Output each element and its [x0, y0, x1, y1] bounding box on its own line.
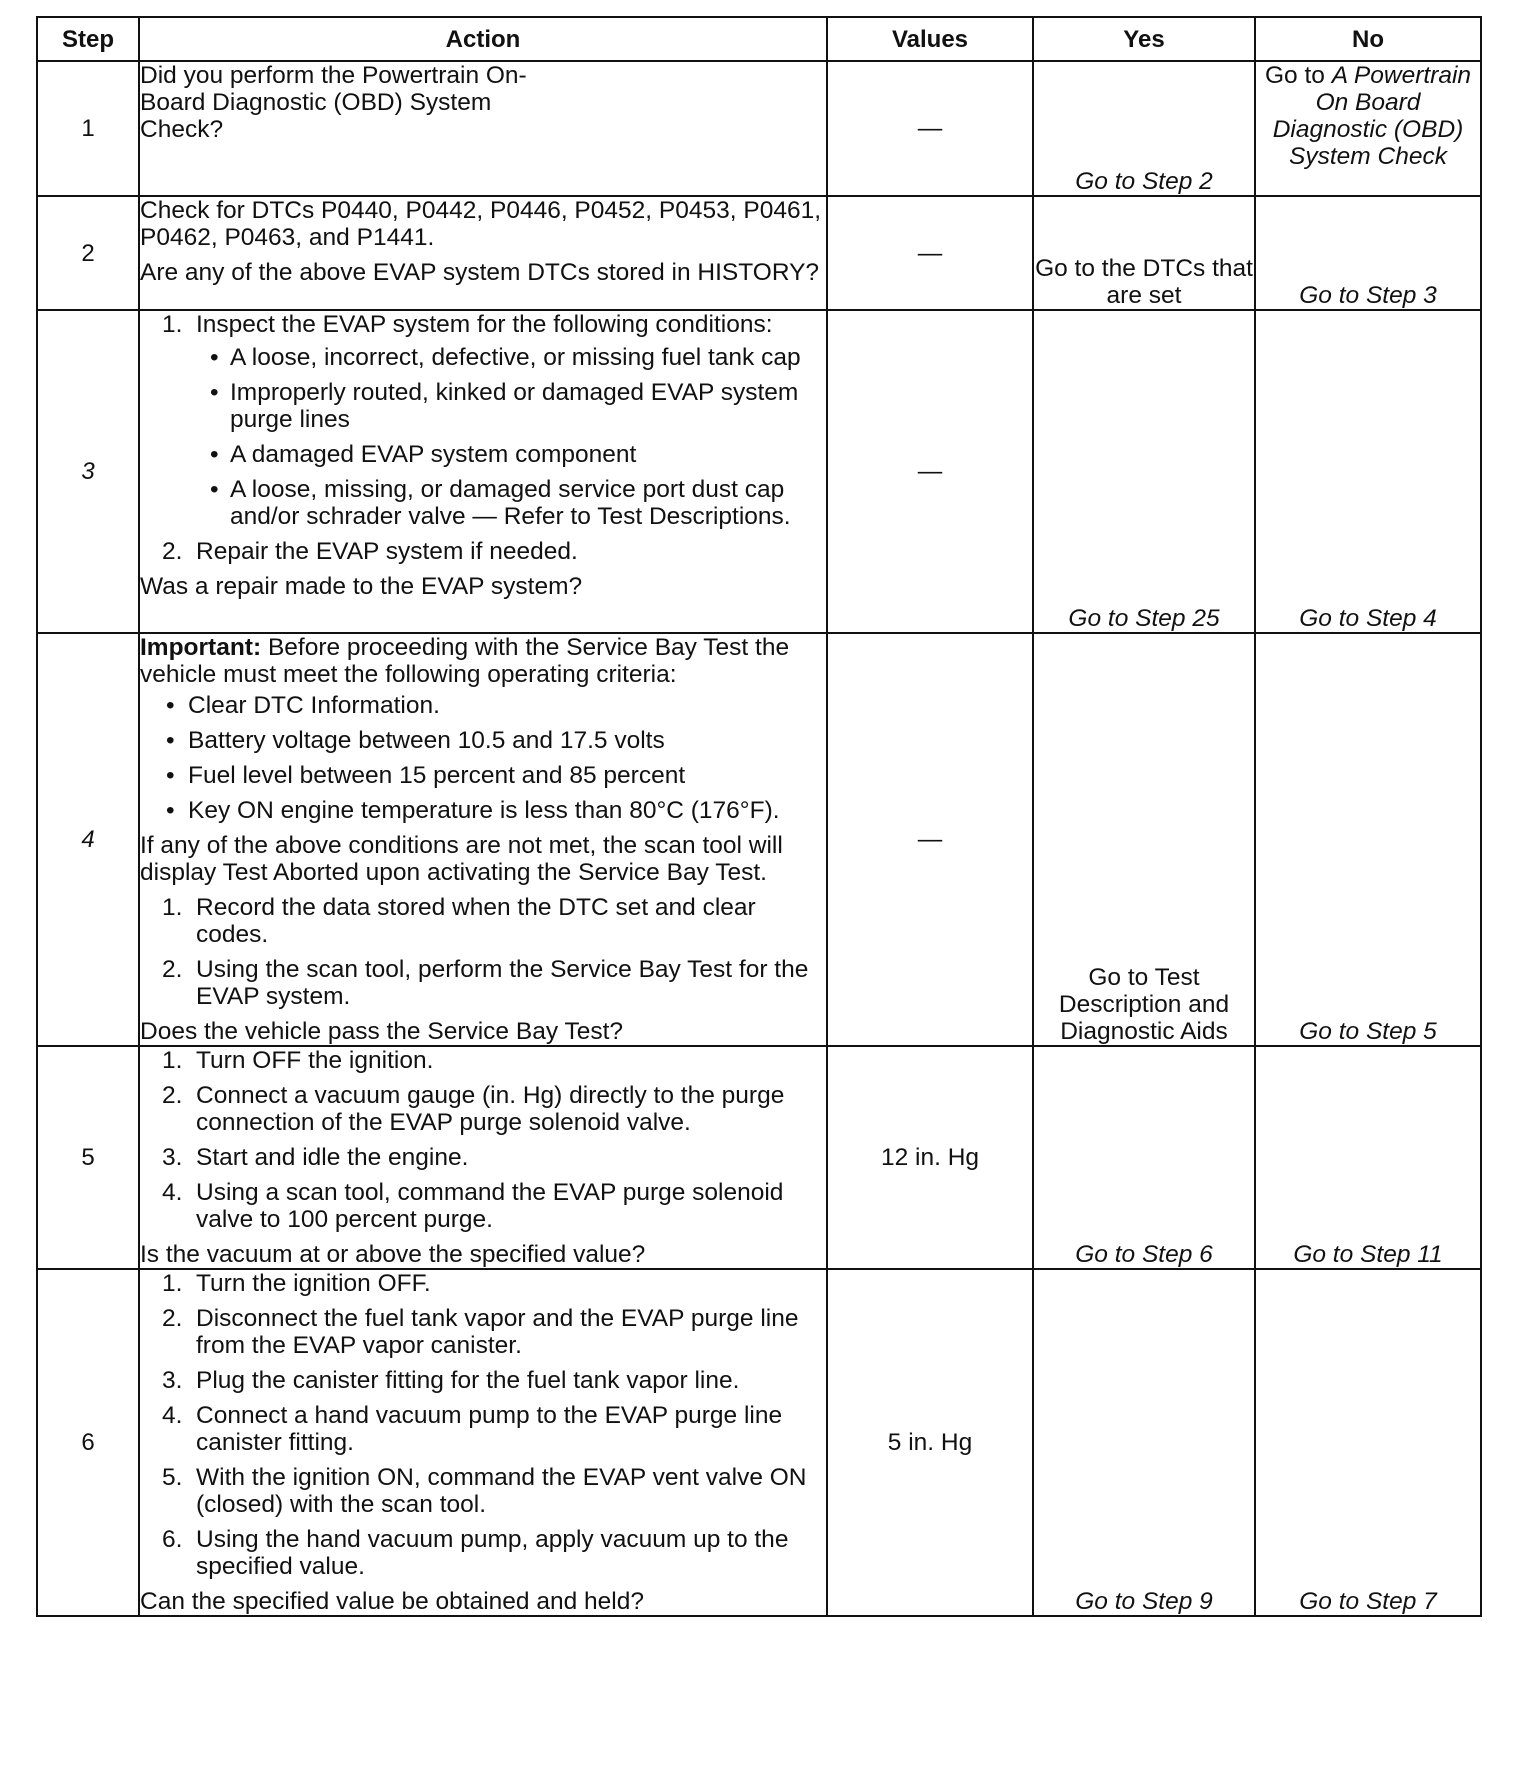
action-steps [140, 311, 826, 565]
header-yes: Yes [1033, 17, 1255, 61]
action-question: Can the specified value be obtained and held? [140, 1588, 644, 1615]
list-item: 4. Using a scan tool, command the EVAP purge solenoid valve to 100 percent purge. [162, 1179, 784, 1233]
values-cell: 12 in. Hg [827, 1046, 1033, 1269]
list-item: 3. Plug the canister fitting for the fuel tank vapor line. [162, 1367, 740, 1394]
list-item: • A damaged EVAP system component [196, 441, 826, 468]
list-item: • Improperly routed, kinked or damaged EVAP system purge lines [196, 379, 826, 433]
table-row [37, 633, 1481, 1046]
action-steps [140, 1270, 826, 1580]
action-cell [139, 1269, 827, 1616]
no-cell [1255, 61, 1481, 196]
list-item: 6. Using the hand vacuum pump, apply vacuum up to the specified value. [162, 1526, 789, 1580]
step-number: 3 [37, 310, 139, 633]
action-cell [139, 310, 827, 633]
list-item: 1. Record the data stored when the DTC set and clear codes. [162, 894, 756, 948]
values-cell: — [827, 310, 1033, 633]
yes-cell: Go to Step 2 [1033, 61, 1255, 196]
action-cell [139, 633, 827, 1046]
table-row [37, 1046, 1481, 1269]
list-item: 1. Inspect the EVAP system for the following conditions: • A loose, incorrect, defective, or missing fuel tank cap • Improperly routed, kinked or damaged EVAP system purge lines • A damaged EVAP system component • A loose, missing, or damaged service port dust cap and/or schrader valve — Refer to Test Descriptions. [140, 311, 826, 530]
values-cell: — [827, 633, 1033, 1046]
diagnostic-table [36, 16, 1482, 1617]
table-row [37, 196, 1481, 310]
action-question: Was a repair made to the EVAP system? [140, 573, 583, 600]
yes-cell: Go to Step 25 [1033, 310, 1255, 633]
yes-cell: Go to Step 6 [1033, 1046, 1255, 1269]
table-row [37, 61, 1481, 196]
list-item: 2. Disconnect the fuel tank vapor and the EVAP purge line from the EVAP vapor canister. [162, 1305, 799, 1359]
action-question: Does the vehicle pass the Service Bay Test? [140, 1018, 624, 1045]
values-cell: 5 in. Hg [827, 1269, 1033, 1616]
action-text: Check for DTCs P0440, P0442, P0446, P0452, P0453, P0461, P0462, P0463, and P1441. [140, 197, 821, 251]
list-item: • Fuel level between 15 percent and 85 percent [140, 762, 826, 789]
important-note: Important: Before proceeding with the Service Bay Test the vehicle must meet the following operating criteria: [140, 634, 790, 688]
no-prefix: Go to [1264, 62, 1332, 89]
header-values: Values [827, 17, 1033, 61]
action-steps [140, 894, 826, 1010]
yes-cell: Go to Step 9 [1033, 1269, 1255, 1616]
list-item: • Clear DTC Information. [140, 692, 826, 719]
step-number: 4 [37, 633, 139, 1046]
list-item: 2. Connect a vacuum gauge (in. Hg) directly to the purge connection of the EVAP purge solenoid valve. [162, 1082, 785, 1136]
action-steps [140, 1047, 826, 1233]
action-note: If any of the above conditions are not met, the scan tool will display Test Aborted upon activating the Service Bay Test. [140, 832, 783, 886]
action-question: Is the vacuum at or above the specified value? [140, 1241, 646, 1268]
values-cell: — [827, 196, 1033, 310]
list-item: 2. Using the scan tool, perform the Service Bay Test for the EVAP system. [162, 956, 809, 1010]
step-number: 5 [37, 1046, 139, 1269]
list-item: • A loose, missing, or damaged service port dust cap and/or schrader valve — Refer to Test Descriptions. [196, 476, 826, 530]
list-item: • Key ON engine temperature is less than 80°C (176°F). [140, 797, 826, 824]
table-row [37, 310, 1481, 633]
action-cell [139, 196, 827, 310]
list-item: 5. With the ignition ON, command the EVAP vent valve ON (closed) with the scan tool. [162, 1464, 807, 1518]
action-text: Did you perform the Powertrain On-Board Diagnostic (OBD) System Check? [140, 62, 527, 143]
no-cell: Go to Step 11 [1255, 1046, 1481, 1269]
step-number: 6 [37, 1269, 139, 1616]
list-item: 4. Connect a hand vacuum pump to the EVAP purge line canister fitting. [162, 1402, 783, 1456]
table-row [37, 1269, 1481, 1616]
action-question: Are any of the above EVAP system DTCs stored in HISTORY? [140, 259, 820, 286]
no-cell: Go to Step 7 [1255, 1269, 1481, 1616]
yes-cell: Go to Test Description and Diagnostic Aids [1033, 633, 1255, 1046]
no-link: A Powertrain On Board Diagnostic (OBD) System Check [1272, 62, 1472, 170]
header-row [37, 17, 1481, 61]
step-number: 2 [37, 196, 139, 310]
list-item: 2. Repair the EVAP system if needed. [162, 538, 578, 565]
action-cell [139, 1046, 827, 1269]
no-cell: Go to Step 3 [1255, 196, 1481, 310]
condition-list [196, 344, 826, 530]
header-no: No [1255, 17, 1481, 61]
header-step: Step [37, 17, 139, 61]
no-cell: Go to Step 4 [1255, 310, 1481, 633]
no-cell: Go to Step 5 [1255, 633, 1481, 1046]
step-number: 1 [37, 61, 139, 196]
criteria-list [140, 692, 826, 824]
header-action: Action [139, 17, 827, 61]
list-item: 1. Turn the ignition OFF. [162, 1270, 431, 1297]
list-item: • Battery voltage between 10.5 and 17.5 volts [140, 727, 826, 754]
yes-cell: Go to the DTCs that are set [1033, 196, 1255, 310]
list-item: 3. Start and idle the engine. [162, 1144, 469, 1171]
list-item: 1. Turn OFF the ignition. [162, 1047, 434, 1074]
values-cell: — [827, 61, 1033, 196]
list-item: • A loose, incorrect, defective, or missing fuel tank cap [196, 344, 826, 371]
action-cell [139, 61, 827, 196]
